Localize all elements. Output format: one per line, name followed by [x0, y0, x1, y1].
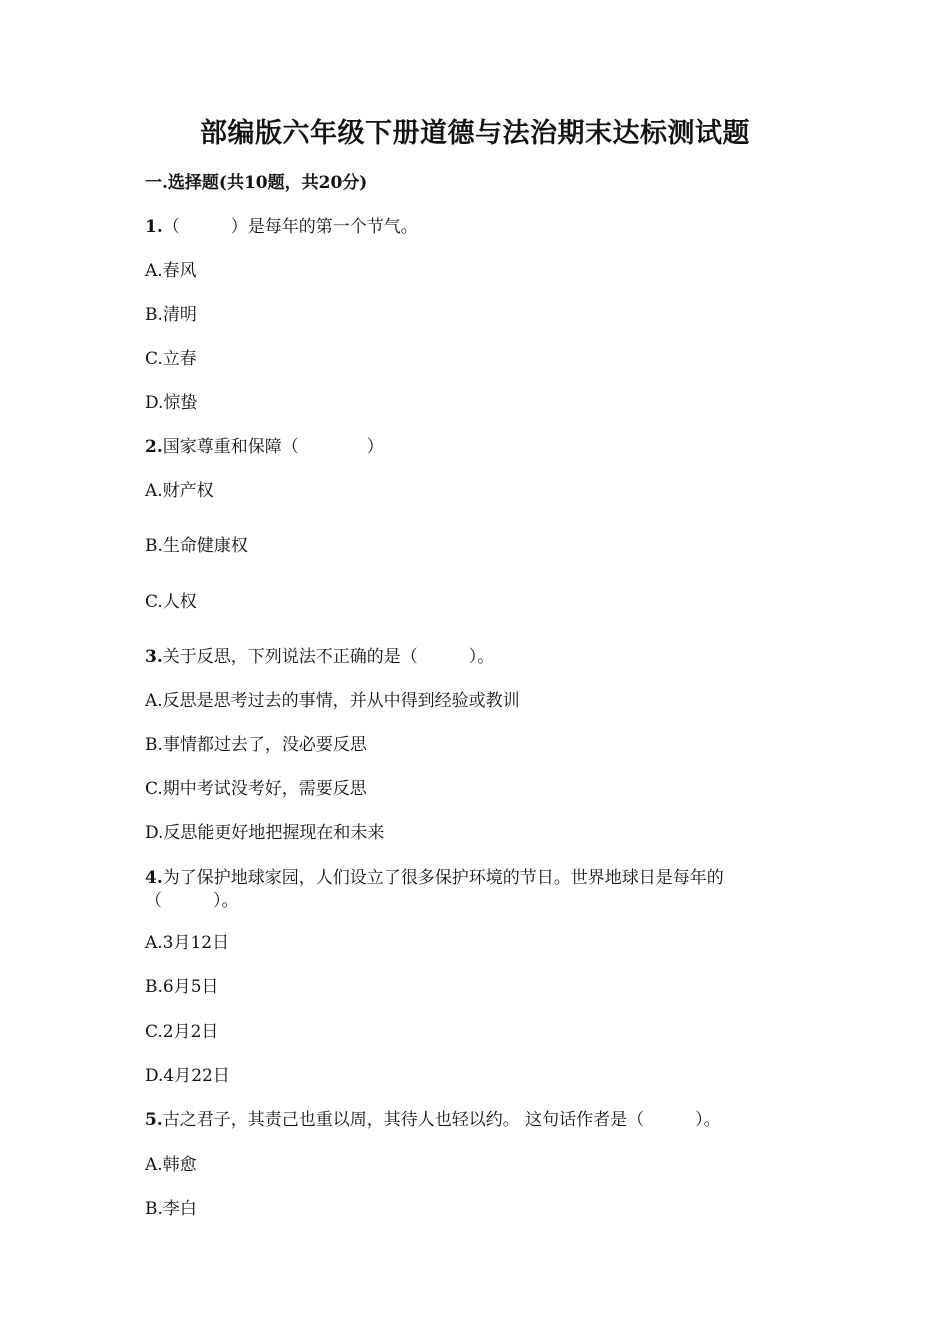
question-3 [145, 644, 810, 670]
option-2c: C.人权 [145, 592, 197, 612]
question-number: 4. [145, 868, 163, 888]
question-1 [145, 214, 810, 240]
question-text: 为了保护地球家园，人们设立了很多保护环境的节日。世界地球日是每年的 [162, 868, 724, 888]
question-4-continued: （ ）。 [145, 891, 239, 911]
option-4d: D.4月22日 [145, 1066, 230, 1086]
option-1d: D.惊蛰 [145, 393, 198, 413]
question-number: 1. [145, 217, 163, 237]
option-1b: B.清明 [145, 305, 197, 325]
option-3b: B.事情都过去了，没必要反思 [145, 735, 367, 755]
option-4a: A.3月12日 [145, 933, 230, 953]
question-text: 古之君子，其责己也重以周，其待人也轻以约。 这句话作者是（ ）。 [162, 1110, 721, 1130]
option-4c: C.2月2日 [145, 1022, 219, 1042]
option-1c: C.立春 [145, 349, 197, 369]
option-2a: A.财产权 [145, 481, 214, 501]
option-2b: B.生命健康权 [145, 536, 248, 556]
question-5 [145, 1107, 810, 1133]
question-2 [145, 434, 810, 460]
option-3c: C.期中考试没考好，需要反思 [145, 779, 367, 799]
option-5a: A.韩愈 [145, 1155, 197, 1175]
question-text: 关于反思，下列说法不正确的是（ ）。 [162, 647, 495, 667]
question-number: 3. [145, 647, 163, 667]
option-4b: B.6月5日 [145, 977, 219, 997]
option-5b: B.李白 [145, 1199, 197, 1219]
option-1a: A.春风 [145, 261, 197, 281]
question-text: 国家尊重和保障（ ） [162, 437, 384, 457]
option-3a: A.反思是思考过去的事情，并从中得到经验或教训 [145, 691, 520, 711]
question-text: （ ）是每年的第一个节气。 [162, 217, 418, 237]
option-3d: D.反思能更好地把握现在和未来 [145, 823, 385, 843]
section-heading: 一.选择题(共10题，共20分) [145, 173, 368, 193]
question-number: 2. [145, 437, 163, 457]
page-title: 部编版六年级下册道德与法治期末达标测试题 [200, 118, 750, 149]
question-number: 5. [145, 1110, 163, 1130]
